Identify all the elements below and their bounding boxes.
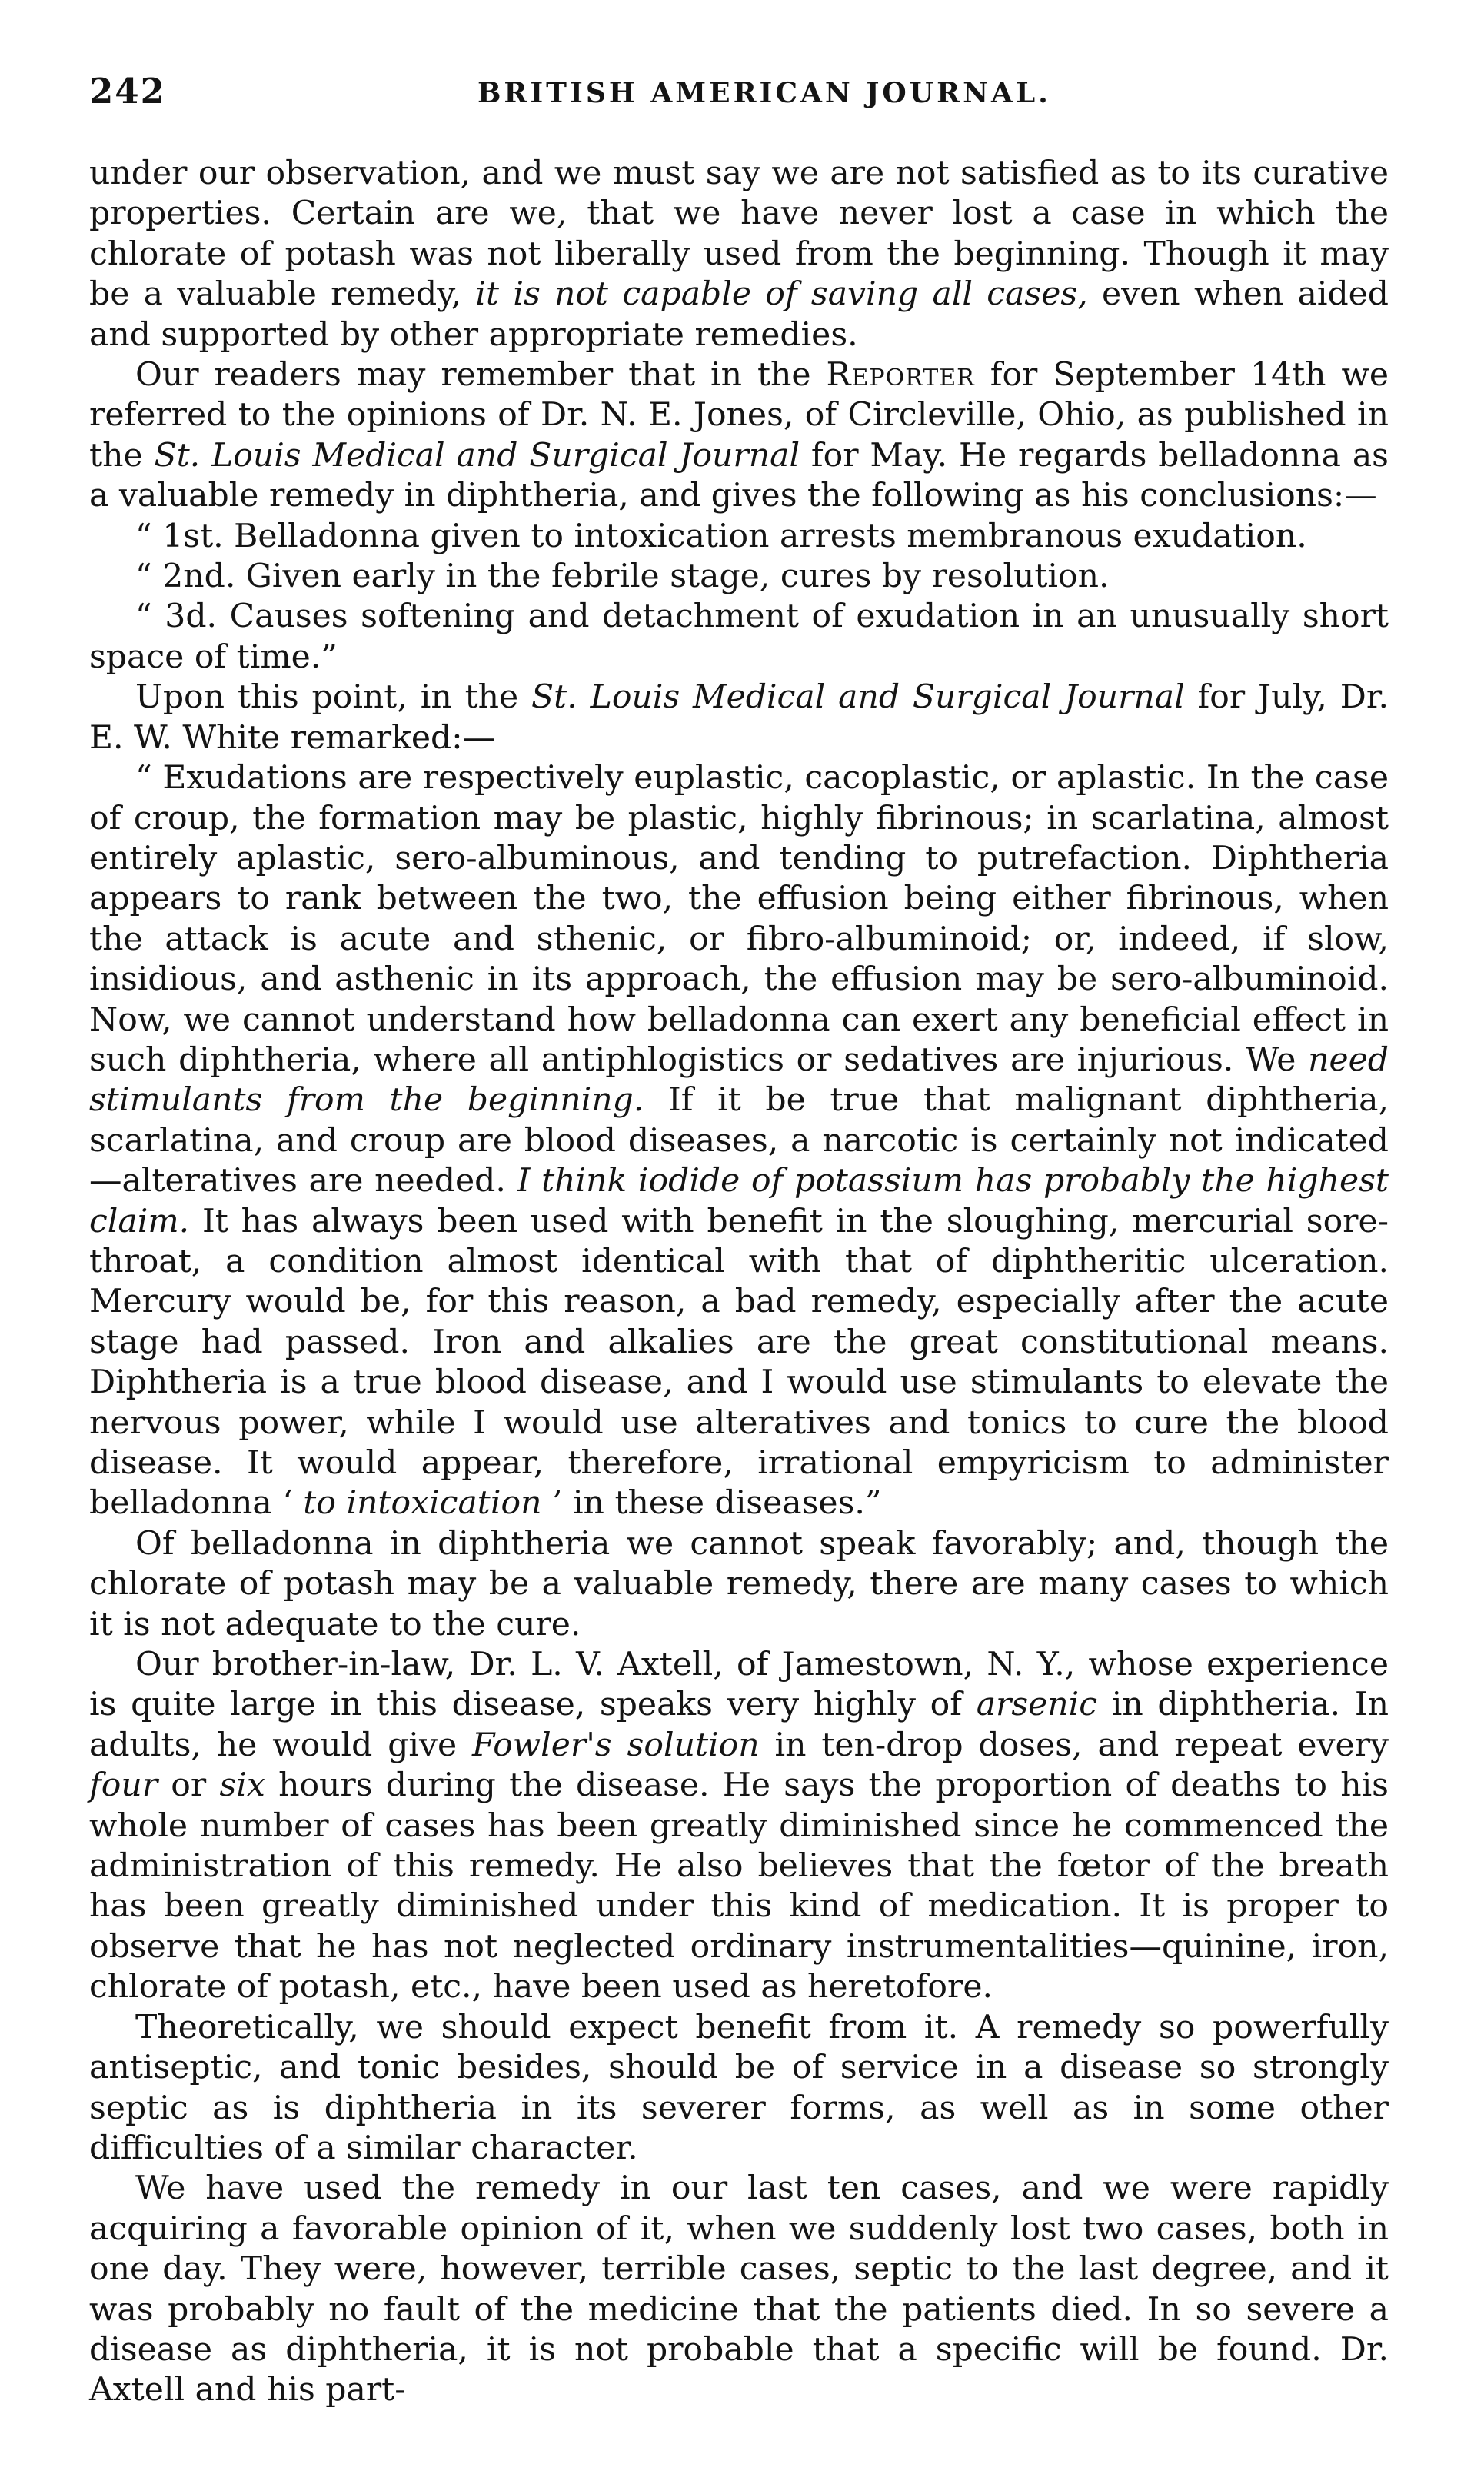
paragraph-6 [89,678,1389,758]
conclusion-3: “ 3d. Causes softening and detachment of exudation in an unusually short space of time.” [89,598,1389,676]
text-span: for July, Dr. E. W. White remarked:— [89,678,1389,757]
emphasis: six [219,1766,265,1805]
paragraph-8: Of belladonna in diphtheria we cannot speak favorably; and, though the chlorate of potash may be a valuable remedy, there are many cases to which it is not adequate to the cure. [89,1524,1389,1643]
reporter-name: Reporter [826,356,975,395]
paragraph-1 [89,154,1389,355]
running-head [89,71,1389,125]
paragraph-11: We have used the remedy in our last ten cases, and we were rapidly acquiring a favorable opinion of it, when we suddenly lost two cases, both in one day. They were, however, terrible cases, septic to the last degree, and it was probably no fault of the medicine that the patients died. In so severe a disease as diphtheria, it is not probable that a specific will be found. Dr. Axtell and his part- [89,2169,1389,2409]
text-span: or [158,1766,220,1805]
emphasis: arsenic [976,1686,1098,1724]
journal-title: BRITISH AMERICAN JOURNAL. [477,77,1051,109]
text-span: If it be true that malignant diphtheria, scarlatina, and croup are blood diseases, a narcotic is certainly not indicated—alteratives are needed. [89,1081,1389,1200]
emphasis: four [89,1766,158,1805]
emphasis: to intoxication [303,1484,542,1523]
journal-name: St. Louis Medical and Surgical Journal [154,436,800,474]
text-span: for May. He regards belladonna as a valuable remedy in diphtheria, and gives the following as his conclusions:— [89,436,1389,515]
text-span: Our readers may remember that in the [135,356,827,395]
emphasis: I think iodide of potassium has probably the highest claim. [89,1162,1389,1240]
paragraph-9 [89,1645,1389,2008]
text-span: Upon this point, in the [135,678,532,717]
text-span: in diphtheria. In adults, he would give [89,1686,1389,1764]
text-span: in ten-drop doses, and repeat every [759,1726,1389,1764]
emphasis: need stimulants from the beginning. [89,1041,1389,1120]
text-span: It has always been used with benefit in the sloughing, mercurial sore-throat, a condition almost identical with that of diphtheritic ulceration. Mercury would be, for this reason, a bad remedy, especially after the acute stage had passed. Iron and alkalies are the great constitutional means. Diphtheria is a true blood disease, and I would use stimulants to elevate the nervous power, while I would use alteratives and tonics to cure the blood disease. It would appear, therefore, irrational empyricism to administer belladonna ‘ [89,1202,1389,1523]
text-span: “ Exudations are respectively euplastic, cacoplastic, or aplastic. In the case of croup, the formation may be plastic, highly fibrinous; in scarlatina, almost entirely aplastic, sero-albuminous, and tending to putrefaction. Diphtheria appears to rank between the two, the effusion being either fibrinous, when the attack is acute and sthenic, or fibro-albuminoid; or, indeed, if slow, insidious, and asthenic in its approach, the effusion may be sero-albuminoid. Now, we cannot understand how belladonna can exert any beneficial effect in such diphtheria, where all antiphlogistics or sedatives are injurious. We [89,759,1389,1079]
paragraph-10: Theoretically, we should expect benefit from it. A remedy so powerfully antiseptic, and tonic besides, should be of service in a disease so strongly septic as is diphtheria in its severer forms, as well as in some other difficulties of a similar character. [89,2008,1389,2167]
emphasis: it is not capable of saving all cases, [475,275,1088,314]
journal-name: St. Louis Medical and Surgical Journal [531,678,1185,717]
text-span: for September 14th we referred to the opinions of Dr. N. E. Jones, of Circleville, Ohio, as published in the [89,356,1389,474]
page-number: 242 [89,71,166,112]
text-span: Our brother-in-law, Dr. L. V. Axtell, of Jamestown, N. Y., whose experience is quite large in this disease, speaks very highly of [89,1646,1389,1724]
paragraph-2 [89,355,1389,517]
text-span: ’ in these diseases.” [541,1484,882,1523]
journal-page [89,71,1389,2439]
conclusion-1: “ 1st. Belladonna given to intoxication arrests membranous exudation. [135,517,1307,555]
text-span: under our observation, and we must say we are not satisfied as to its curative properties. Certain are we, that we have never lost a case in which the chlorate of potash was not liberally used from the beginning. Though it may be a valuable remedy, [89,155,1389,314]
quotation-white [89,758,1389,1524]
emphasis: Fowler's solution [472,1726,760,1764]
text-span: even when aided and supported by other appropriate remedies. [89,275,1389,354]
conclusion-2: “ 2nd. Given early in the febrile stage, cures by resolution. [135,558,1110,596]
text-span: hours during the disease. He says the proportion of deaths to his whole number of cases has been greatly diminished since he commenced the administration of this remedy. He also believes that the fœtor of the breath has been greatly diminished under this kind of medication. It is proper to observe that he has not neglected ordinary instrumentalities—quinine, iron, chlorate of potash, etc., have been used as heretofore. [89,1766,1389,2006]
article-body [89,154,1389,2411]
